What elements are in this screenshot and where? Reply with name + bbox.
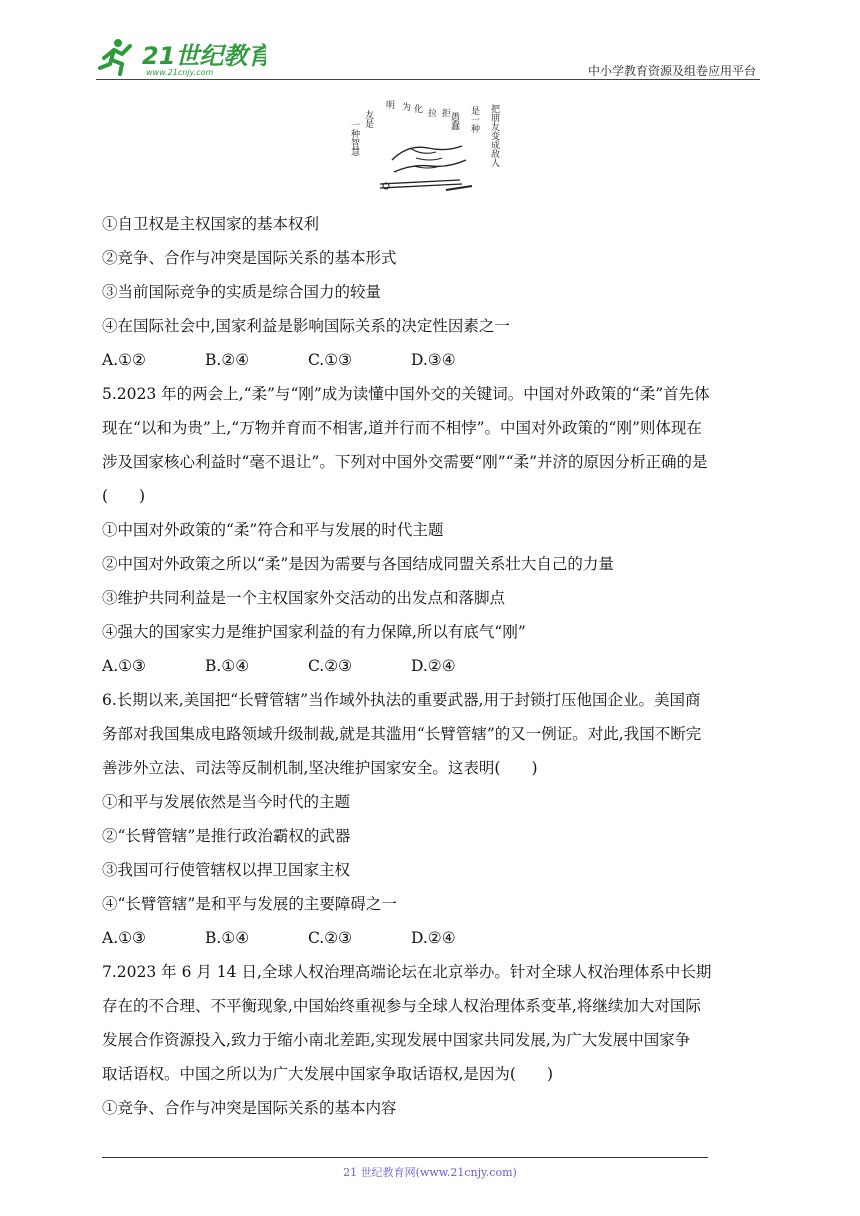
- cartoon-caption-10: 把朋友变成敌人: [489, 104, 499, 167]
- runner-logo-icon: [96, 34, 266, 78]
- footer-divider: [102, 1157, 708, 1158]
- cartoon-caption-8: 愚蠢: [449, 112, 459, 130]
- site-logo[interactable]: [96, 34, 266, 78]
- option-d[interactable]: D.②④: [411, 657, 456, 675]
- cartoon-caption-4: 为: [402, 103, 412, 113]
- q5-choice-4: ④强大的国家实力是维护国家利益的有力保障,所以有底气“刚”: [102, 623, 526, 641]
- option-d[interactable]: D.③④: [411, 351, 456, 369]
- q7-stem-line-4: 取话语权。中国之所以为广大发展中国家争取话语权,是因为( ): [102, 1065, 554, 1083]
- q6-stem-line-2: 务部对我国集成电路领域升级制裁,就是其滥用“长臂管辖”的又一例证。对此,我国不断完: [102, 725, 702, 743]
- option-a[interactable]: A.①③: [102, 929, 146, 947]
- option-d[interactable]: D.②④: [411, 929, 456, 947]
- q5-stem-line-1: 5.2023 年的两会上,“柔”与“刚”成为读懂中国外交的关键词。中国对外政策的“柔”首先体: [102, 385, 710, 403]
- q5-choice-2: ②中国对外政策之所以“柔”是因为需要与各国结成同盟关系壮大自己的力量: [102, 555, 614, 573]
- cartoon-caption-3: 明: [386, 101, 396, 111]
- option-a[interactable]: A.①②: [102, 351, 146, 369]
- q4-options: [102, 343, 768, 377]
- cartoon-caption-5: 化: [414, 105, 424, 115]
- option-c[interactable]: C.①③: [308, 351, 353, 369]
- q5-choice-3: ③维护共同利益是一个主权国家外交活动的出发点和落脚点: [102, 589, 506, 607]
- q7-stem-line-2: 存在的不合理、不平衡现象,中国始终重视参与全球人权治理体系变革,将继续加大对国际: [102, 997, 701, 1015]
- cartoon-caption-2: 友是: [363, 110, 373, 128]
- q7-stem-line-3: 发展合作资源投入,致力于缩小南北差距,实现发展中国家共同发展,为广大发展中国家争: [102, 1031, 691, 1049]
- q4-choice-4: ④在国际社会中,国家利益是影响国际关系的决定性因素之一: [102, 317, 510, 335]
- q5-stem-line-3: 涉及国家核心利益时“毫不退让”。下列对中国外交需要“刚”“柔”并济的原因分析正确的是: [102, 453, 708, 471]
- header-divider: [96, 79, 760, 80]
- q6-choice-1: ①和平与发展依然是当今时代的主题: [102, 793, 351, 811]
- q4-choice-2: ②竞争、合作与冲突是国际关系的基本形式: [102, 249, 397, 267]
- q7-choice-1: ①竞争、合作与冲突是国际关系的基本内容: [102, 1099, 397, 1117]
- q4-choice-1: ①自卫权是主权国家的基本权利: [102, 215, 320, 233]
- cartoon-caption-1: 一种智慧: [350, 120, 359, 156]
- q6-stem-line-3: 善涉外立法、司法等反制机制,坚决维护国家安全。这表明( ): [102, 759, 538, 777]
- q4-choice-3: ③当前国际竞争的实质是综合国力的较量: [102, 283, 382, 301]
- q6-choice-3: ③我国可行使管辖权以捍卫国家主权: [102, 861, 351, 879]
- q5-answer-blank: ( ): [102, 487, 146, 505]
- q6-choice-4: ④“长臂管辖”是和平与发展的主要障碍之一: [102, 895, 397, 913]
- page-header: [96, 34, 760, 80]
- option-b[interactable]: B.①④: [205, 929, 250, 947]
- option-b[interactable]: B.①④: [205, 657, 250, 675]
- cartoon-caption-7: 拒: [442, 109, 452, 119]
- cartoon-caption-9: 是一种: [469, 106, 479, 133]
- option-c[interactable]: C.②③: [308, 657, 353, 675]
- option-b[interactable]: B.②④: [205, 351, 250, 369]
- q7-stem-line-1: 7.2023 年 6 月 14 日,全球人权治理高端论坛在北京举办。针对全球人权治理体系中长期: [102, 963, 712, 981]
- option-a[interactable]: A.①③: [102, 657, 146, 675]
- footer-link[interactable]: 21 世纪教育网(www.21cnjy.com): [343, 1166, 517, 1179]
- svg-text:www.21cnjy.com: www.21cnjy.com: [146, 68, 214, 77]
- handshake-cartoon: [350, 100, 510, 202]
- svg-text:21世纪教育: 21世纪教育: [142, 42, 266, 70]
- option-c[interactable]: C.②③: [308, 929, 353, 947]
- q6-stem-line-1: 6.长期以来,美国把“长臂管辖”当作域外执法的重要武器,用于封锁打压他国企业。美国商: [102, 691, 701, 709]
- cartoon-caption-6: 拉: [428, 109, 438, 119]
- q6-options: [102, 921, 768, 955]
- q5-choice-1: ①中国对外政策的“柔”符合和平与发展的时代主题: [102, 521, 444, 539]
- q5-options: [102, 649, 768, 683]
- q5-stem-line-2: 现在“以和为贵”上,“万物并育而不相害,道并行而不相悖”。中国对外政策的“刚”则体现在: [102, 419, 702, 437]
- q6-choice-2: ②“长臂管辖”是推行政治霸权的武器: [102, 827, 351, 845]
- question-content: [102, 207, 768, 1125]
- platform-name: 中小学教育资源及组卷应用平台: [587, 64, 756, 78]
